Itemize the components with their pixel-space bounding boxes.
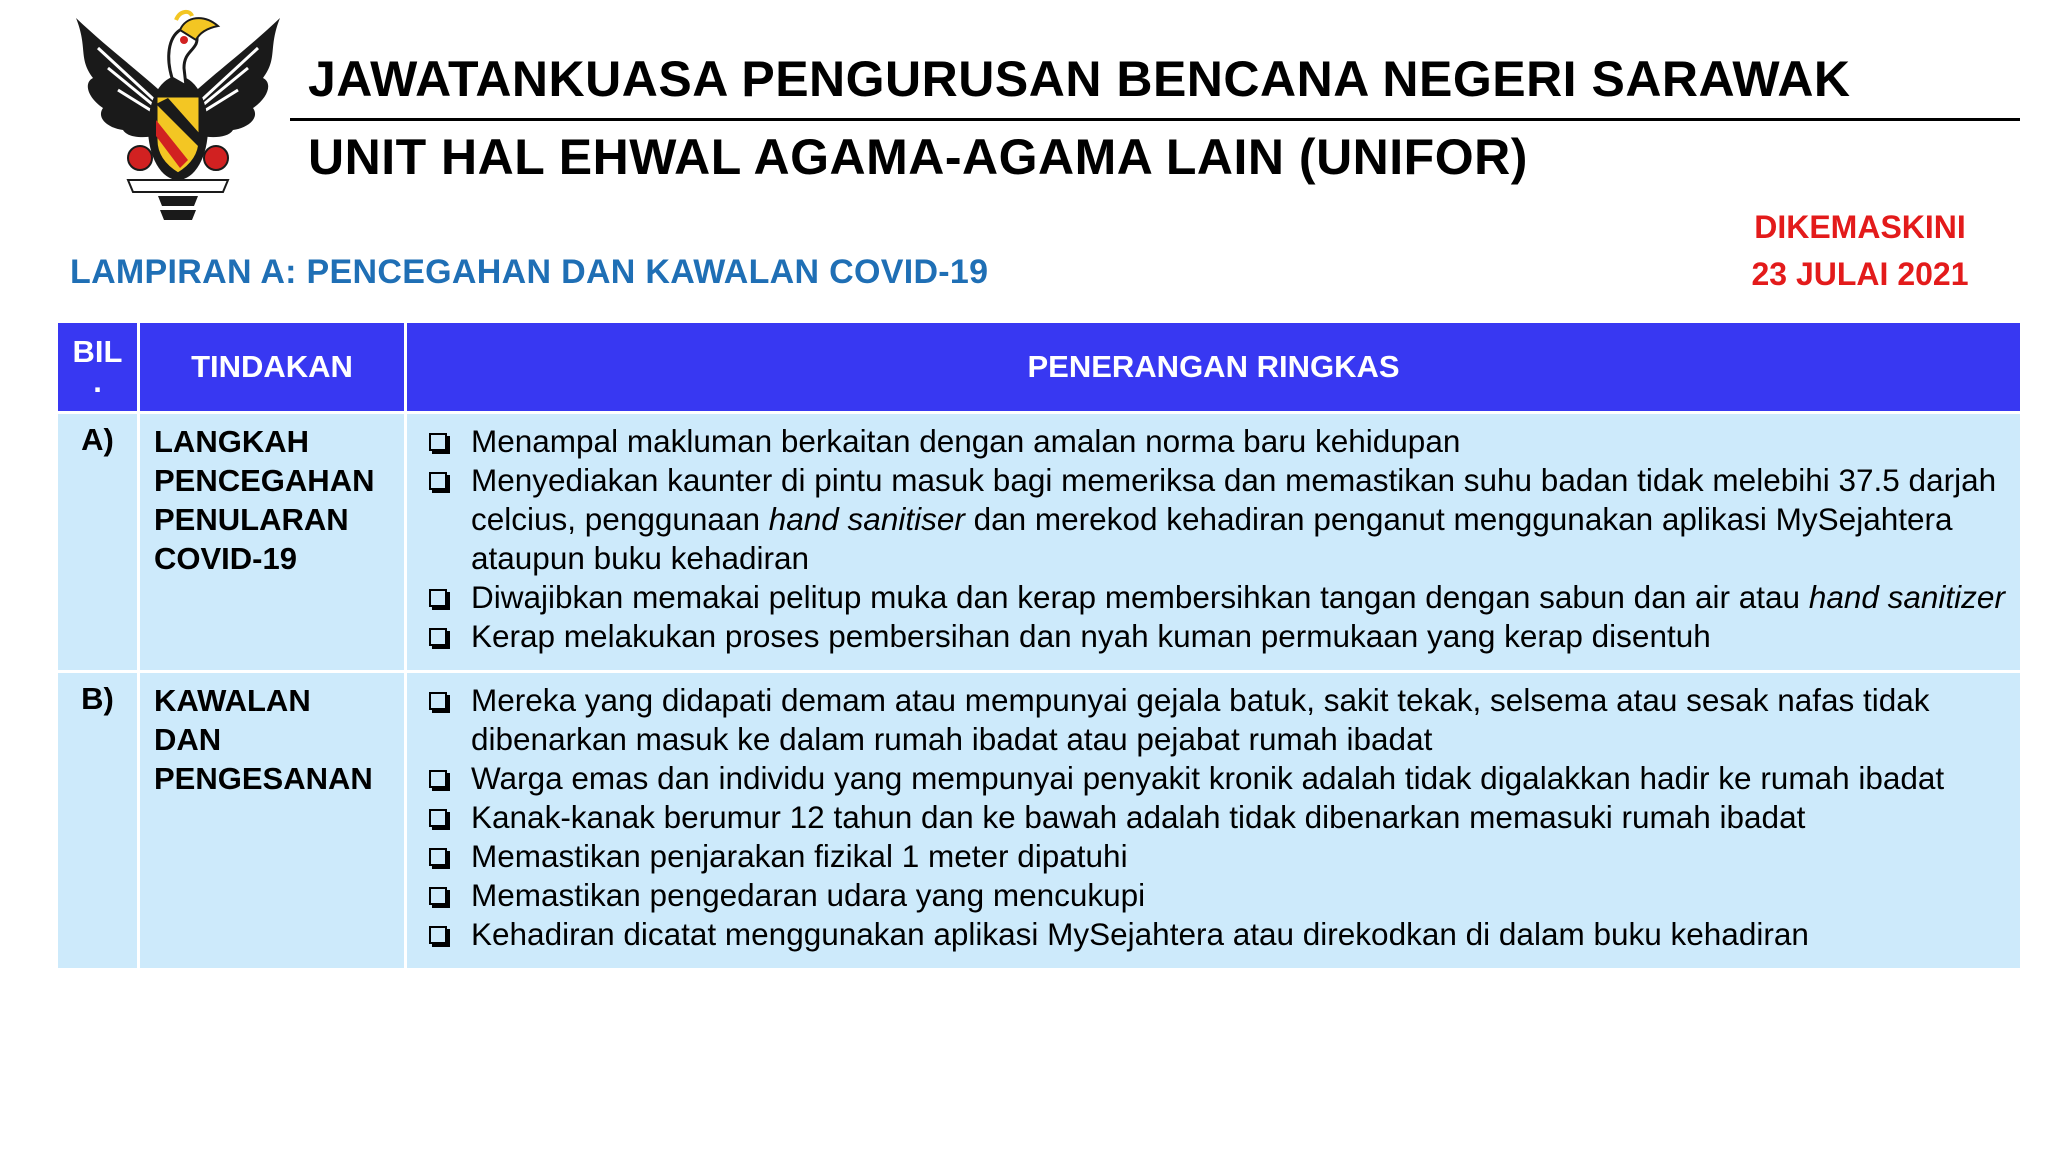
item-text: Menampal makluman berkaitan dengan amalan norma baru kehidupan [471,423,1461,459]
tindakan-line: PENGESANAN [154,761,373,796]
bullet-list [421,681,2010,954]
list-item [421,617,2010,656]
tindakan-line: LANGKAH [154,424,309,459]
item-text: Memastikan penjarakan fizikal 1 meter dipatuhi [471,838,1128,874]
list-item [421,915,2010,954]
list-item [421,422,2010,461]
table-body [57,413,2022,970]
tindakan-line: PENULARAN [154,502,349,537]
covid-measures-table [55,320,2023,971]
checkbox-bullet-icon [429,472,447,490]
appendix-subtitle: LAMPIRAN A: PENCEGAHAN DAN KAWALAN COVID-19 [70,253,989,291]
row-tindakan [139,672,406,970]
list-item [421,461,2010,578]
header-penerangan: PENERANGAN RINGKAS [406,322,2022,413]
list-item [421,759,2010,798]
title-divider [290,118,2020,121]
bullet-list [421,422,2010,656]
tindakan-line: COVID-19 [154,541,297,576]
checkbox-bullet-icon [429,770,447,788]
table-header-row [57,322,2022,413]
checkbox-bullet-icon [429,692,447,710]
row-bil: A) [57,413,139,672]
checkbox-bullet-icon [429,433,447,451]
unit-title: UNIT HAL EHWAL AGAMA-AGAMA LAIN (UNIFOR) [308,129,1528,185]
tindakan-line: DAN [154,722,222,757]
item-text: Menyediakan kaunter di pintu masuk bagi memeriksa dan memastikan suhu badan tidak melebihi 37.5 darjah celcius, penggunaan [471,462,1997,537]
checkbox-bullet-icon [429,589,447,607]
item-text: Mereka yang didapati demam atau mempunyai gejala batuk, sakit tekak, selsema atau sesak nafas tidak dibenarkan masuk ke dalam rumah ibadat atau pejabat rumah ibadat [471,682,1930,757]
row-penerangan [406,413,2022,672]
header-bil [57,322,139,413]
header-bil-label: BIL [72,334,123,369]
updated-notice [1740,204,1980,298]
tindakan-line: PENCEGAHAN [154,463,375,498]
checkbox-bullet-icon [429,628,447,646]
list-item [421,798,2010,837]
row-tindakan [139,413,406,672]
header-bil-dot: . [93,364,102,399]
tindakan-line: KAWALAN [154,683,311,718]
item-text: Kanak-kanak berumur 12 tahun dan ke bawah adalah tidak dibenarkan memasuki rumah ibadat [471,799,1806,835]
list-item [421,837,2010,876]
checkbox-bullet-icon [429,887,447,905]
header-tindakan: TINDAKAN [139,322,406,413]
checkbox-bullet-icon [429,848,447,866]
list-item [421,681,2010,759]
checkbox-bullet-icon [429,926,447,944]
item-text: Memastikan pengedaran udara yang mencukupi [471,877,1146,913]
item-text: Kerap melakukan proses pembersihan dan nyah kuman permukaan yang kerap disentuh [471,618,1711,654]
item-text: dan merekod kehadiran penganut menggunakan aplikasi MySejahtera ataupun buku kehadiran [471,501,1953,576]
item-text: Warga emas dan individu yang mempunyai penyakit kronik adalah tidak digalakkan hadir ke rumah ibadat [471,760,1945,796]
item-text: Kehadiran dicatat menggunakan aplikasi MySejahtera atau direkodkan di dalam buku kehadiran [471,916,1809,952]
committee-title: JAWATANKUASA PENGURUSAN BENCANA NEGERI SARAWAK [308,51,1851,107]
italic-term: hand sanitizer [1808,579,2005,615]
table-row [57,672,2022,970]
checkbox-bullet-icon [429,809,447,827]
list-item [421,578,2010,617]
updated-label: DIKEMASKINI [1754,209,1966,245]
updated-date: 23 JULAI 2021 [1751,256,1969,292]
table-row [57,413,2022,672]
item-text: Diwajibkan memakai pelitup muka dan kerap membersihkan tangan dengan sabun dan air atau [471,579,1809,615]
row-bil: B) [57,672,139,970]
row-penerangan [406,672,2022,970]
italic-term: hand sanitiser [768,501,965,537]
list-item [421,876,2010,915]
sarawak-coat-of-arms-icon [68,8,288,228]
